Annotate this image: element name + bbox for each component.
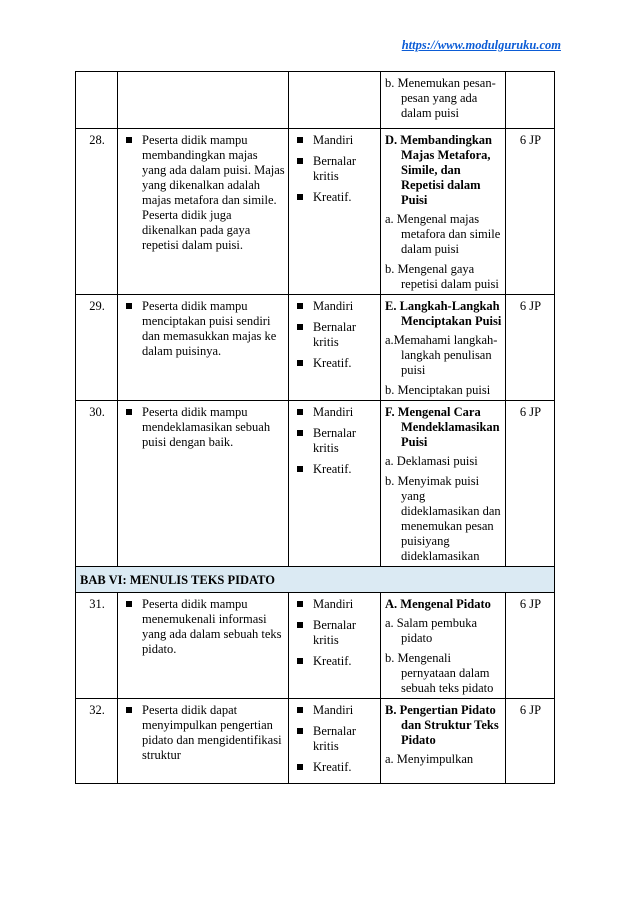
character-text: Kreatif. bbox=[313, 462, 352, 476]
cell-materials bbox=[381, 593, 506, 699]
table-row bbox=[76, 593, 555, 699]
character-text: Kreatif. bbox=[313, 190, 352, 204]
square-bullet-icon bbox=[297, 324, 303, 330]
character-item bbox=[293, 597, 377, 612]
square-bullet-icon bbox=[297, 137, 303, 143]
goal-bullet bbox=[122, 597, 285, 657]
character-item bbox=[293, 426, 377, 456]
material-item: b. Menyimak puisi yang dideklamasikan dan menemukan pesan puisiyang dideklamasikan bbox=[385, 474, 501, 563]
cell-time: 6 JP bbox=[506, 295, 555, 401]
cell-characters bbox=[289, 295, 381, 401]
square-bullet-icon bbox=[126, 303, 132, 309]
cell-characters bbox=[289, 72, 381, 129]
square-bullet-icon bbox=[297, 158, 303, 164]
material-item: a. Mengenal majas metafora dan simile dalam puisi bbox=[385, 212, 501, 256]
section-header-row bbox=[76, 567, 555, 593]
character-item bbox=[293, 703, 377, 718]
material-title: B. Pengertian Pidato dan Struktur Teks Pidato bbox=[385, 703, 499, 747]
cell-time: 6 JP bbox=[506, 593, 555, 699]
table-body-bottom bbox=[76, 593, 555, 784]
character-item bbox=[293, 299, 377, 314]
character-text: Mandiri bbox=[313, 133, 354, 147]
goal-bullet bbox=[122, 133, 285, 253]
learning-plan-table bbox=[75, 71, 555, 784]
character-item bbox=[293, 462, 377, 477]
table-body-top bbox=[76, 72, 555, 567]
cell-materials bbox=[381, 401, 506, 567]
square-bullet-icon bbox=[297, 658, 303, 664]
square-bullet-icon bbox=[126, 707, 132, 713]
character-text: Kreatif. bbox=[313, 654, 352, 668]
cell-number: 28. bbox=[76, 129, 118, 295]
character-item bbox=[293, 190, 377, 205]
cell-time: 6 JP bbox=[506, 129, 555, 295]
cell-characters bbox=[289, 129, 381, 295]
cell-number: 32. bbox=[76, 699, 118, 784]
material-title: F. Mengenal Cara Mendeklamasikan Puisi bbox=[385, 405, 500, 449]
cell-goal bbox=[118, 699, 289, 784]
square-bullet-icon bbox=[297, 707, 303, 713]
character-item bbox=[293, 724, 377, 754]
material-item: a.Memahami langkah-langkah penulisan puisi bbox=[385, 333, 498, 377]
character-item bbox=[293, 133, 377, 148]
square-bullet-icon bbox=[297, 622, 303, 628]
material-title: E. Langkah-Langkah Menciptakan Puisi bbox=[385, 299, 502, 328]
square-bullet-icon bbox=[297, 601, 303, 607]
header-website-link[interactable]: https://www.modulguruku.com bbox=[401, 38, 561, 52]
cell-characters bbox=[289, 593, 381, 699]
square-bullet-icon bbox=[297, 360, 303, 366]
table-row bbox=[76, 401, 555, 567]
goal-text: Peserta didik mampu membandingkan majas yang ada dalam puisi. Majas yang dikenalkan adalah majas metafora dan simile. Peserta didik juga dikenalkan pada gaya repetisi dalam puisi. bbox=[142, 133, 285, 252]
cell-time bbox=[506, 72, 555, 129]
character-text: Bernalar kritis bbox=[313, 154, 357, 183]
cell-materials bbox=[381, 699, 506, 784]
material-item: a. Deklamasi puisi bbox=[385, 454, 478, 468]
character-text: Mandiri bbox=[313, 299, 354, 313]
goal-text: Peserta didik dapat menyimpulkan pengertian pidato dan mengidentifikasi struktur bbox=[142, 703, 282, 762]
square-bullet-icon bbox=[126, 137, 132, 143]
goal-text: Peserta didik mampu mendeklamasikan sebuah puisi dengan baik. bbox=[142, 405, 271, 449]
character-text: Bernalar kritis bbox=[313, 426, 357, 455]
goal-bullet bbox=[122, 405, 285, 450]
square-bullet-icon bbox=[297, 728, 303, 734]
square-bullet-icon bbox=[126, 601, 132, 607]
character-item bbox=[293, 405, 377, 420]
character-text: Bernalar kritis bbox=[313, 724, 357, 753]
cell-number: 30. bbox=[76, 401, 118, 567]
character-item bbox=[293, 320, 377, 350]
cell-materials bbox=[381, 129, 506, 295]
cell-materials bbox=[381, 72, 506, 129]
material-item: a. Menyimpulkan bbox=[385, 752, 474, 766]
square-bullet-icon bbox=[297, 466, 303, 472]
cell-goal bbox=[118, 401, 289, 567]
table-row bbox=[76, 699, 555, 784]
cell-goal bbox=[118, 295, 289, 401]
goal-text: Peserta didik mampu menemukenali informasi yang ada dalam sebuah teks pidato. bbox=[142, 597, 282, 656]
cell-time: 6 JP bbox=[506, 699, 555, 784]
character-item bbox=[293, 618, 377, 648]
cell-number: 31. bbox=[76, 593, 118, 699]
character-text: Kreatif. bbox=[313, 356, 352, 370]
material-item: b. Menciptakan puisi bbox=[385, 383, 491, 397]
material-item: b. Menemukan pesan-pesan yang ada dalam puisi bbox=[385, 76, 496, 120]
goal-bullet bbox=[122, 299, 285, 359]
cell-characters bbox=[289, 699, 381, 784]
goal-text: Peserta didik mampu menciptakan puisi sendiri dan memasukkan majas ke dalam puisinya. bbox=[142, 299, 277, 358]
square-bullet-icon bbox=[126, 409, 132, 415]
character-text: Mandiri bbox=[313, 597, 354, 611]
cell-number bbox=[76, 72, 118, 129]
table-row bbox=[76, 295, 555, 401]
table-row-continuation bbox=[76, 72, 555, 129]
cell-number: 29. bbox=[76, 295, 118, 401]
cell-characters bbox=[289, 401, 381, 567]
character-item bbox=[293, 654, 377, 669]
cell-time: 6 JP bbox=[506, 401, 555, 567]
character-text: Kreatif. bbox=[313, 760, 352, 774]
material-item: b. Mengenali pernyataan dalam sebuah teks pidato bbox=[385, 651, 494, 695]
cell-goal bbox=[118, 593, 289, 699]
square-bullet-icon bbox=[297, 409, 303, 415]
square-bullet-icon bbox=[297, 430, 303, 436]
character-text: Mandiri bbox=[313, 405, 354, 419]
material-item: b. Mengenal gaya repetisi dalam puisi bbox=[385, 262, 499, 291]
square-bullet-icon bbox=[297, 303, 303, 309]
square-bullet-icon bbox=[297, 764, 303, 770]
character-text: Bernalar kritis bbox=[313, 618, 357, 647]
material-title: D. Membandingkan Majas Metafora, Simile, dan Repetisi dalam Puisi bbox=[385, 133, 492, 207]
square-bullet-icon bbox=[297, 194, 303, 200]
material-title: A. Mengenal Pidato bbox=[385, 597, 491, 611]
character-text: Bernalar kritis bbox=[313, 320, 357, 349]
character-item bbox=[293, 760, 377, 775]
table-body-section bbox=[76, 567, 555, 593]
cell-goal bbox=[118, 72, 289, 129]
goal-bullet bbox=[122, 703, 285, 763]
character-item bbox=[293, 154, 377, 184]
section-title: BAB VI: MENULIS TEKS PIDATO bbox=[76, 567, 555, 593]
material-item: a. Salam pembuka pidato bbox=[385, 616, 477, 645]
cell-goal bbox=[118, 129, 289, 295]
table-row bbox=[76, 129, 555, 295]
cell-materials bbox=[381, 295, 506, 401]
character-text: Mandiri bbox=[313, 703, 354, 717]
character-item bbox=[293, 356, 377, 371]
